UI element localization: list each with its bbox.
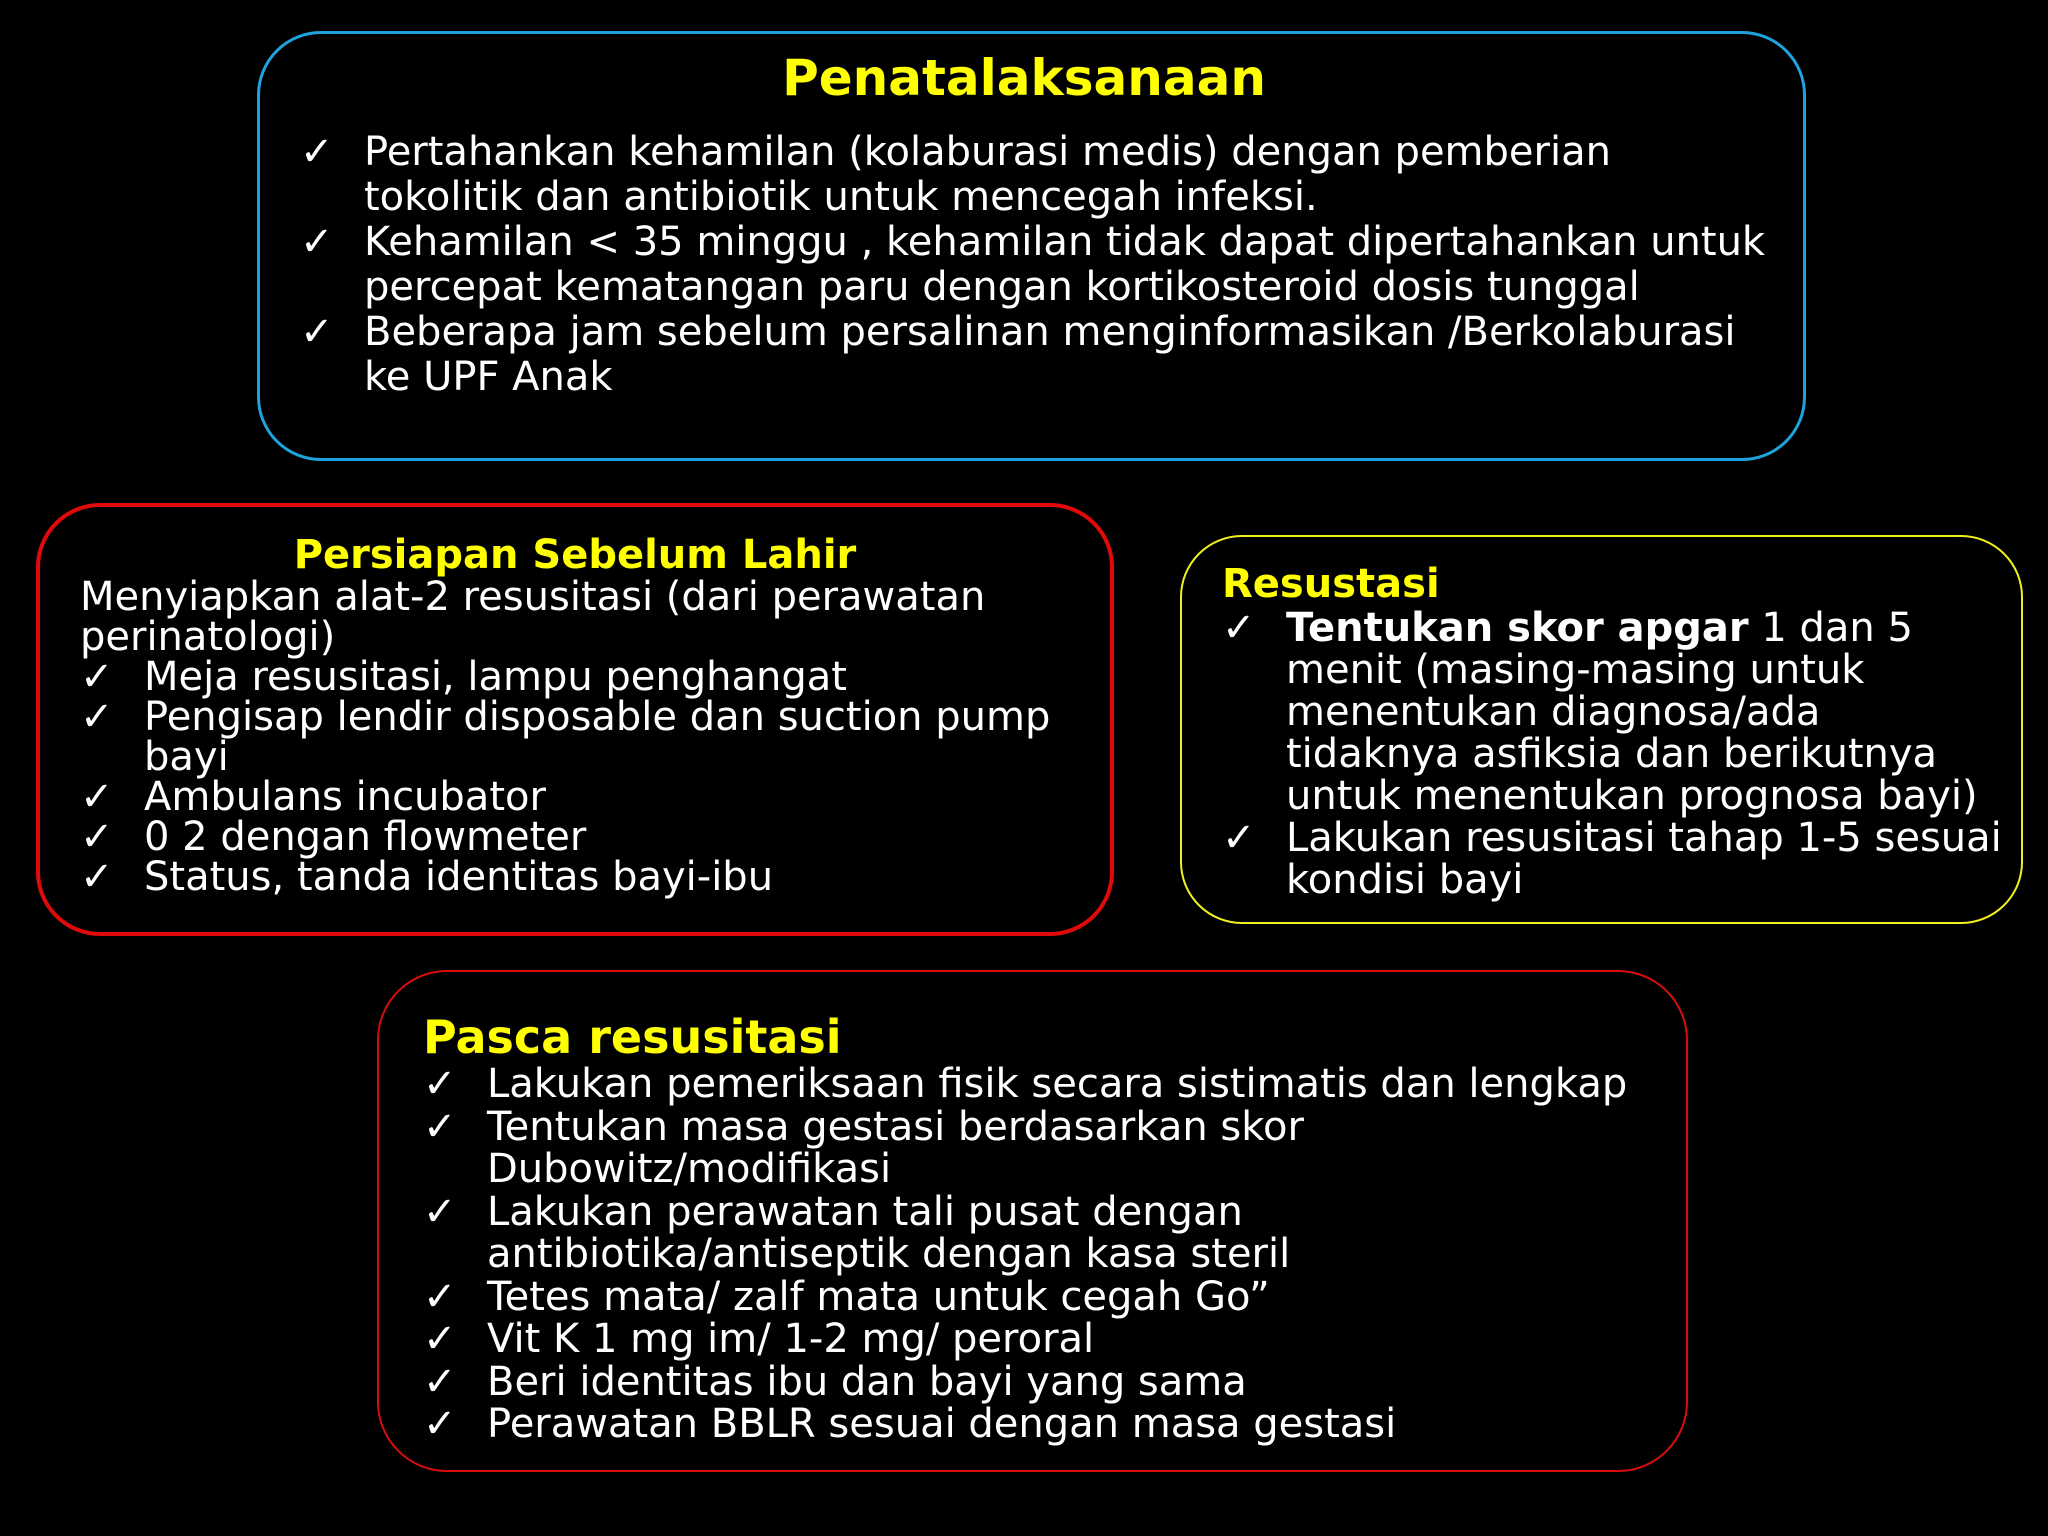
list-item-text: Meja resusitasi, lampu penghangat bbox=[144, 654, 847, 700]
pasca-list bbox=[423, 1063, 1663, 1446]
list-item-text: Lakukan resusitasi tahap 1-5 sesuai kondisi bayi bbox=[1286, 815, 2002, 903]
list-item-text: Vit K 1 mg im/ 1-2 mg/ peroral bbox=[487, 1316, 1095, 1362]
list-item bbox=[423, 1188, 1663, 1277]
check-icon: ✓ bbox=[300, 219, 334, 265]
pasca-title: Pasca resusitasi bbox=[423, 1010, 842, 1064]
list-item-emphasis: Tentukan skor apgar bbox=[1286, 605, 1749, 651]
list-item bbox=[423, 1403, 1663, 1446]
check-icon: ✓ bbox=[423, 1401, 457, 1447]
resustasi-title: Resustasi bbox=[1222, 561, 1440, 607]
list-item-text: Tentukan masa gestasi berdasarkan skor Dubowitz/modifikasi bbox=[487, 1103, 1304, 1192]
list-item-text: Status, tanda identitas bayi-ibu bbox=[144, 854, 774, 900]
list-item bbox=[80, 694, 1080, 780]
list-item-text: 0 2 dengan flowmeter bbox=[144, 814, 587, 860]
persiapan-title: Persiapan Sebelum Lahir bbox=[293, 532, 857, 578]
check-icon: ✓ bbox=[80, 814, 114, 860]
list-item-text: Tetes mata/ zalf mata untuk cegah Go” bbox=[487, 1273, 1270, 1320]
list-item bbox=[80, 654, 1080, 700]
list-item bbox=[1222, 607, 2002, 817]
list-item bbox=[80, 774, 1080, 820]
persiapan-list bbox=[80, 654, 1080, 900]
check-icon: ✓ bbox=[80, 854, 114, 900]
list-item-text: Kehamilan < 35 minggu , kehamilan tidak dapat dipertahankan untuk percepat kematangan paru dengan kortikosteroid dosis tunggal bbox=[364, 219, 1766, 310]
check-icon: ✓ bbox=[423, 1358, 457, 1405]
persiapan-intro-line: perinatologi) bbox=[80, 614, 336, 660]
check-icon: ✓ bbox=[423, 1061, 457, 1107]
check-icon: ✓ bbox=[80, 694, 114, 740]
list-item-text: Lakukan pemeriksaan fisik secara sistimatis dan lengkap bbox=[487, 1061, 1628, 1107]
penatalaksanaan-title: Penatalaksanaan bbox=[782, 49, 1266, 107]
list-item bbox=[300, 220, 1780, 310]
persiapan-intro-line: Menyiapkan alat-2 resusitasi (dari perawatan bbox=[80, 574, 986, 620]
check-icon: ✓ bbox=[80, 774, 114, 820]
check-icon: ✓ bbox=[300, 309, 334, 355]
penatalaksanaan-list bbox=[300, 130, 1780, 400]
list-item bbox=[423, 1273, 1663, 1320]
list-item-text: 1 dan 5 menit (masing-masing untuk menentukan diagnosa/ada tidaknya asfiksia dan berikutnya untuk menentukan prognosa bayi) bbox=[1286, 605, 1978, 819]
list-item bbox=[80, 854, 1080, 900]
list-item bbox=[1222, 817, 2002, 901]
list-item bbox=[80, 814, 1080, 860]
list-item bbox=[423, 1063, 1663, 1106]
list-item-text: Ambulans incubator bbox=[144, 774, 546, 820]
check-icon: ✓ bbox=[1222, 605, 1256, 651]
check-icon: ✓ bbox=[80, 654, 114, 700]
check-icon: ✓ bbox=[423, 1273, 457, 1320]
list-item-text: Lakukan perawatan tali pusat dengan antibiotika/antiseptik dengan kasa steril bbox=[487, 1188, 1291, 1277]
check-icon: ✓ bbox=[300, 129, 334, 175]
check-icon: ✓ bbox=[423, 1188, 457, 1235]
list-item bbox=[423, 1318, 1663, 1361]
list-item-text: Perawatan BBLR sesuai dengan masa gestasi bbox=[487, 1401, 1397, 1447]
list-item-text: Pertahankan kehamilan (kolaburasi medis) dengan pemberian tokolitik dan antibiotik untuk mencegah infeksi. bbox=[364, 129, 1611, 220]
check-icon: ✓ bbox=[423, 1103, 457, 1150]
list-item-text: Beberapa jam sebelum persalinan menginformasikan /Berkolaburasi ke UPF Anak bbox=[364, 309, 1736, 400]
list-item bbox=[423, 1103, 1663, 1192]
resustasi-list bbox=[1222, 607, 2002, 901]
list-item-text: Beri identitas ibu dan bayi yang sama bbox=[487, 1358, 1247, 1405]
list-item bbox=[300, 130, 1780, 220]
list-item bbox=[423, 1358, 1663, 1405]
check-icon: ✓ bbox=[1222, 815, 1256, 861]
check-icon: ✓ bbox=[423, 1316, 457, 1362]
list-item-text: Pengisap lendir disposable dan suction pump bayi bbox=[144, 694, 1051, 780]
persiapan-intro bbox=[80, 574, 986, 660]
list-item bbox=[300, 310, 1780, 400]
